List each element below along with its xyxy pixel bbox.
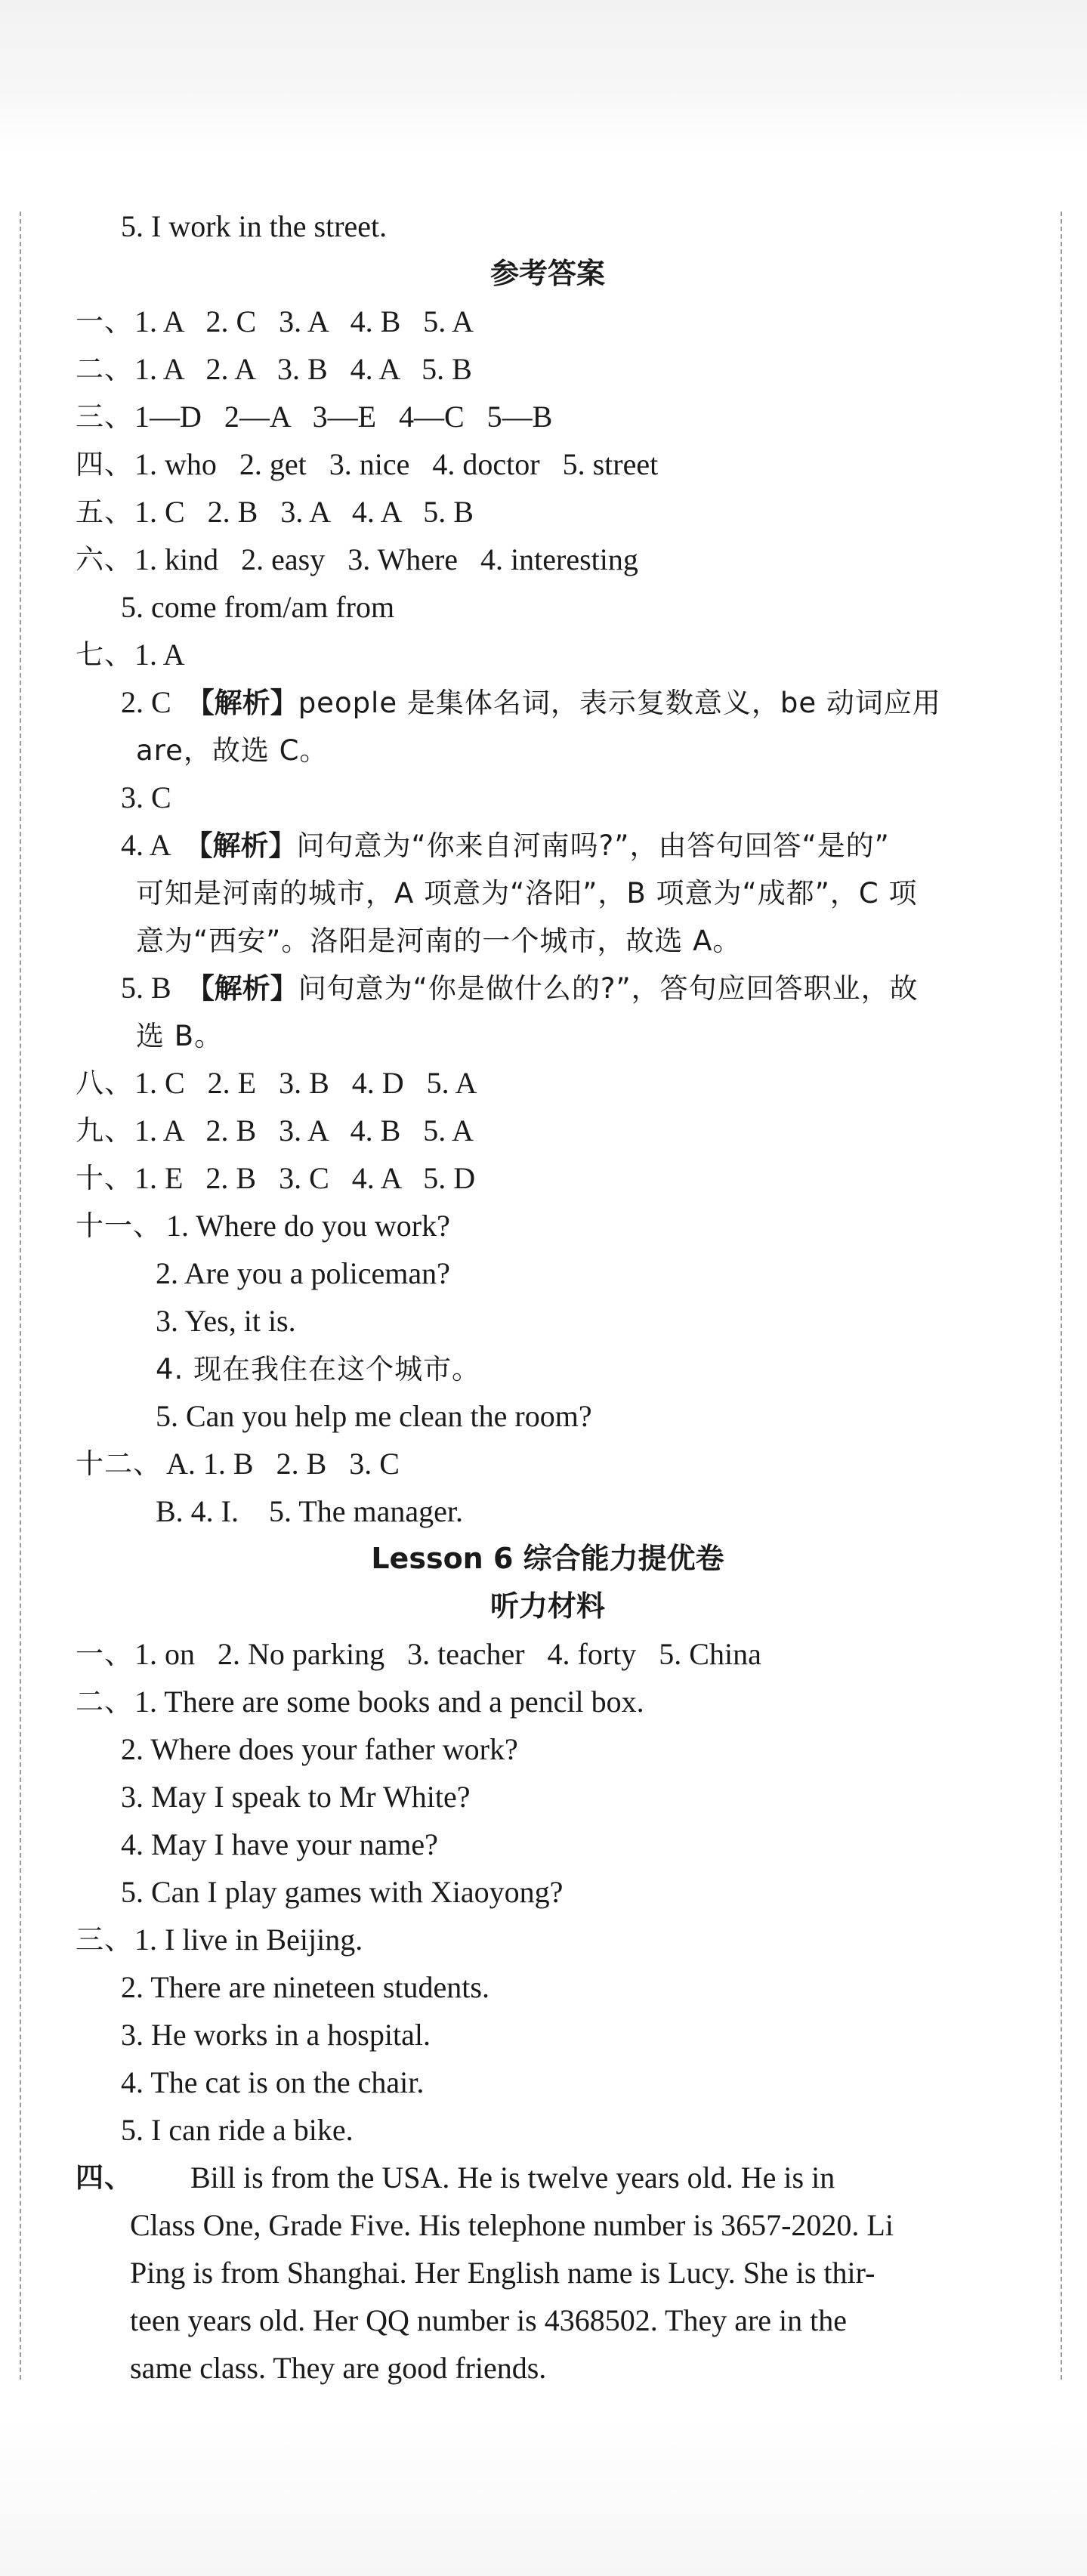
question-number: 十、 <box>76 1162 133 1194</box>
answer-value: 1. E 2. B 3. C 4. A 5. D <box>134 1161 476 1195</box>
answer-text <box>121 2059 424 2106</box>
answer-text <box>121 1821 438 1868</box>
answer-text <box>156 1297 296 1345</box>
answer-value: 3. May I speak to Mr White? <box>121 1780 471 1814</box>
answer-value: 5. B <box>121 971 187 1005</box>
explanation-text: 可知是河南的城市，A 项意为“洛阳”，B 项意为“成都”，C 项 <box>136 877 918 910</box>
answer-value: B. 4. I. 5. The manager. <box>156 1494 463 1528</box>
answer-text <box>134 440 658 488</box>
answer-text <box>136 869 918 917</box>
answer-line <box>76 1868 1020 1916</box>
answer-line <box>76 1345 1020 1392</box>
answer-line <box>76 1392 1020 1440</box>
answer-value: 1. A 2. B 3. A 4. B 5. A <box>134 1113 474 1147</box>
answer-line <box>76 2011 1020 2059</box>
answer-line <box>76 2059 1020 2106</box>
answer-value: 3. He works in a hospital. <box>121 2018 431 2052</box>
answer-text <box>134 298 474 345</box>
answer-value: 1. Where do you work? <box>166 1209 450 1243</box>
answer-value: 1. C 2. B 3. A 4. A 5. B <box>134 495 474 529</box>
answer-line <box>76 536 1020 583</box>
answer-value: 5. come from/am from <box>121 590 395 624</box>
answer-text <box>121 1773 470 1821</box>
explanation-text: people 是集体名词，表示复数意义，be 动词应用 <box>298 687 941 719</box>
answer-text <box>156 1345 480 1393</box>
answer-line <box>76 869 1020 916</box>
answer-line <box>76 1154 1020 1202</box>
analysis-tag: 【解析】 <box>184 829 297 862</box>
answer-line <box>76 1725 1020 1773</box>
answer-line <box>76 1678 1020 1725</box>
explanation-text: 问句意为“你是做什么的?”，答句应回答职业，故 <box>298 972 919 1005</box>
answer-line <box>76 345 1020 393</box>
answer-value: 1. A 2. A 3. B 4. A 5. B <box>134 352 472 386</box>
answer-value: 1. There are some books and a pencil box. <box>134 1685 644 1719</box>
explanation-text: 选 B。 <box>136 1020 224 1052</box>
answer-text <box>134 536 638 583</box>
answer-value: 1—D 2—A 3—E 4—C 5—B <box>134 400 553 434</box>
section-title-text: 听力材料 <box>489 1589 605 1623</box>
section-title <box>76 250 1020 298</box>
answer-line <box>76 1012 1020 1059</box>
answer-value: 1. I live in Beijing. <box>134 1923 363 1957</box>
answer-line <box>76 678 1020 726</box>
question-number: 六、 <box>76 543 133 576</box>
question-number: 十二、 <box>76 1447 162 1480</box>
question-number: 二、 <box>76 1685 133 1718</box>
answer-content <box>76 202 1020 2392</box>
answer-value: 2. Where does your father work? <box>121 1732 518 1766</box>
question-number: 七、 <box>76 638 133 671</box>
answer-value: 4. May I have your name? <box>121 1827 438 1861</box>
answer-line <box>76 1059 1020 1107</box>
answer-text <box>121 1963 489 2011</box>
question-number: 一、 <box>76 1638 133 1670</box>
answer-line <box>76 916 1020 964</box>
answer-text <box>134 1059 477 1107</box>
right-margin-dashed-line <box>1061 212 1062 2380</box>
answer-line <box>76 2106 1020 2154</box>
answer-line <box>76 1107 1020 1154</box>
answer-value: 4. The cat is on the chair. <box>121 2065 425 2099</box>
analysis-tag: 【解析】 <box>186 687 298 719</box>
answer-line <box>76 393 1020 440</box>
answer-line <box>76 1821 1020 1868</box>
answer-text <box>121 678 941 727</box>
explanation-text: 意为“西安”。洛阳是河南的一个城市，故选 A。 <box>136 925 742 957</box>
answer-line <box>76 964 1020 1012</box>
answer-text <box>156 1392 592 1440</box>
question-number: 一、 <box>76 305 133 338</box>
answer-line <box>76 1963 1020 2011</box>
answer-value: 5. I can ride a bike. <box>121 2113 354 2147</box>
question-number: 十一、 <box>76 1209 162 1242</box>
answer-text <box>121 774 171 821</box>
answer-line <box>76 202 1020 250</box>
section-4-passage <box>76 2154 1020 2392</box>
question-number: 三、 <box>76 400 133 433</box>
answer-value: 5. Can I play games with Xiaoyong? <box>121 1875 564 1909</box>
question-number: 三、 <box>76 1923 133 1956</box>
question-number: 九、 <box>76 1114 133 1147</box>
answer-text <box>134 1630 761 1678</box>
answer-line <box>76 583 1020 631</box>
answer-text <box>121 821 890 869</box>
answer-line <box>76 1773 1020 1821</box>
question-number: 五、 <box>76 496 133 528</box>
answer-line <box>76 1487 1020 1535</box>
left-margin-dashed-line <box>20 212 21 2380</box>
answer-line <box>76 1297 1020 1345</box>
answer-value: 1. A <box>134 638 185 672</box>
answer-text <box>121 1725 518 1773</box>
passage-line: Bill is from the USA. He is twelve years old. He is in <box>130 2161 835 2195</box>
answer-text <box>134 1916 363 1963</box>
answer-text <box>134 393 552 440</box>
answer-line <box>76 1249 1020 1297</box>
analysis-tag: 【解析】 <box>186 972 298 1005</box>
answer-text <box>134 1678 644 1725</box>
answer-line <box>76 631 1020 678</box>
answer-line <box>76 1630 1020 1678</box>
section-title <box>76 1535 1020 1583</box>
answer-value: 2. Are you a policeman? <box>156 1256 450 1290</box>
answer-value: 5. I work in the street. <box>121 209 388 243</box>
answer-text <box>121 964 919 1012</box>
answer-value: 5. Can you help me clean the room? <box>156 1399 592 1433</box>
explanation-text: 4. 现在我住在这个城市。 <box>156 1353 481 1385</box>
answer-line <box>76 298 1020 345</box>
answer-text <box>121 2106 354 2154</box>
answer-value: 3. Yes, it is. <box>156 1304 296 1338</box>
answer-value: 3. C <box>121 780 171 814</box>
answer-text <box>121 1868 563 1916</box>
passage-line: Class One, Grade Five. His telephone number is 3657-2020. Li <box>130 2208 894 2242</box>
question-number: 四、 <box>76 448 133 480</box>
answer-text <box>121 583 394 631</box>
question-number: 八、 <box>76 1067 133 1099</box>
answer-line <box>76 821 1020 869</box>
answer-line <box>76 774 1020 821</box>
answer-value: A. 1. B 2. B 3. C <box>166 1447 400 1481</box>
answer-text <box>134 1154 475 1202</box>
answer-text <box>136 916 741 965</box>
answer-line <box>76 1916 1020 1963</box>
answer-line <box>76 488 1020 536</box>
section-title <box>76 1583 1020 1630</box>
answer-value: 1. C 2. E 3. B 4. D 5. A <box>134 1066 477 1100</box>
passage-line: same class. They are good friends. <box>130 2351 547 2385</box>
answer-text <box>166 1440 400 1487</box>
section-title-text: Lesson 6 综合能力提优卷 <box>371 1542 724 1575</box>
answer-text <box>156 1249 450 1297</box>
answer-line <box>76 1440 1020 1487</box>
question-number: 二、 <box>76 353 133 385</box>
answer-text <box>156 1487 463 1535</box>
passage-line: teen years old. Her QQ number is 4368502. They are in the <box>130 2303 848 2337</box>
answer-value: 1. A 2. C 3. A 4. B 5. A <box>134 304 474 338</box>
section-title-text: 参考答案 <box>489 257 605 290</box>
answer-text <box>136 1012 223 1060</box>
answer-value: 1. kind 2. easy 3. Where 4. interesting <box>134 542 638 576</box>
answer-value: 1. who 2. get 3. nice 4. doctor 5. street <box>134 447 659 481</box>
answer-line <box>76 726 1020 774</box>
answer-text <box>134 488 474 536</box>
answer-text <box>136 726 328 774</box>
question-number: 四、 <box>76 2161 133 2194</box>
answer-line <box>76 1202 1020 1249</box>
answer-value: 2. C <box>121 685 187 719</box>
answer-text <box>121 2011 431 2059</box>
answer-text <box>134 631 185 678</box>
answer-value: 2. There are nineteen students. <box>121 1970 489 2004</box>
answer-text <box>166 1202 450 1249</box>
answer-text <box>134 1107 474 1154</box>
answer-line <box>76 440 1020 488</box>
passage-line: Ping is from Shanghai. Her English name is Lucy. She is thir- <box>130 2256 875 2290</box>
explanation-text: 问句意为“你来自河南吗?”，由答句回答“是的” <box>296 829 890 862</box>
answer-text <box>121 202 387 250</box>
answer-value: 1. on 2. No parking 3. teacher 4. forty 5. China <box>134 1637 761 1671</box>
explanation-text: are，故选 C。 <box>136 734 329 767</box>
answer-text <box>134 345 472 393</box>
answer-value: 4. A <box>121 828 185 862</box>
